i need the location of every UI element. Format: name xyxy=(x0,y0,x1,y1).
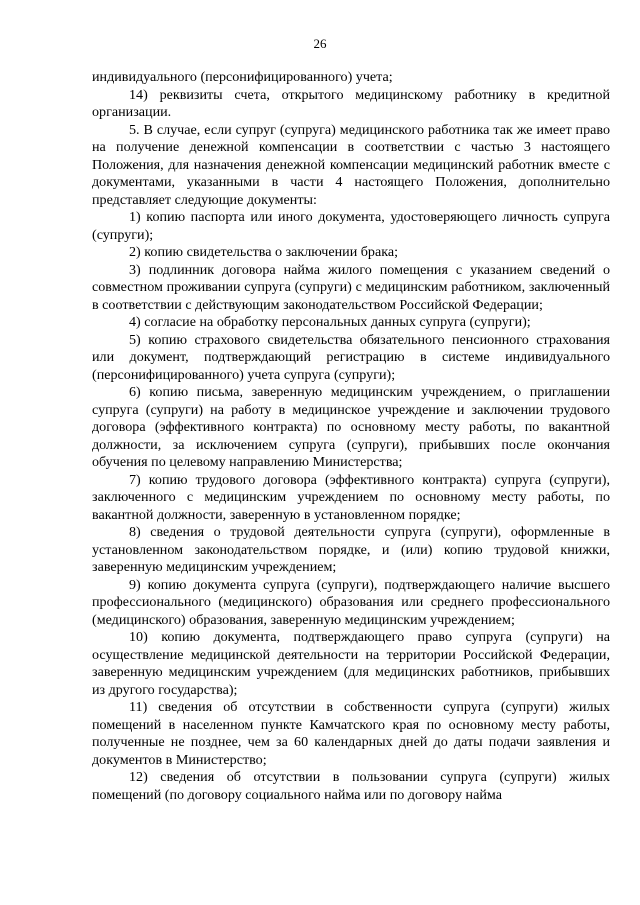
list-item-10: 10) копию документа, подтверждающего право супруга (супруги) на осуществление медицинской деятельности на территории Российской Федерации, заверенную медицинским учреждением (для медицинских работников, прибывших из другого государства); xyxy=(92,629,610,698)
list-item-14: 14) реквизиты счета, открытого медицинскому работнику в кредитной организации. xyxy=(92,86,610,120)
list-item-5: 5) копию страхового свидетельства обязательного пенсионного страхования или документ, подтверждающий регистрацию в системе индивидуального (персонифицированного) учета супруга (супруги); xyxy=(92,331,610,383)
clause-5: 5. В случае, если супруг (супруга) медицинского работника так же имеет право на получение денежной компенсации в соответствии с частью 3 настоящего Положения, для назначения денежной компенсации медицинский работник вместе с документами, указанными в части 4 настоящего Положения, дополнительно представляет следующие документы: xyxy=(92,121,610,208)
paragraph-continuation: индивидуального (персонифицированного) учета; xyxy=(92,69,393,85)
list-item-4: 4) согласие на обработку персональных данных супруга (супруги); xyxy=(129,314,531,330)
list-item-7: 7) копию трудового договора (эффективного контракта) супруга (супруги), заключенного с медицинским учреждением по основному месту работы, по вакантной должности, заверенную в установленном порядке; xyxy=(92,471,610,523)
list-item-2: 2) копию свидетельства о заключении брака; xyxy=(129,244,399,260)
list-item-6: 6) копию письма, заверенную медицинским учреждением, о приглашении супруга (супруги) на работу в медицинское учреждение и заключении трудового договора (эффективного контракта) по основному месту работы, по вакантной должности, за исключением супруга (супруги), прибывших после окончания обучения по целевому направлению Министерства; xyxy=(92,384,610,470)
list-item-12: 12) сведения об отсутствии в пользовании супруга (супруги) жилых помещений (по договору социального найма или по договору найма xyxy=(92,769,610,803)
body-text xyxy=(92,69,610,804)
list-item-9: 9) копию документа супруга (супруги), подтверждающего наличие высшего профессионального (медицинского) образования или среднего профессионального (медицинского) образования, заверенную медицинским учреждением; xyxy=(92,576,610,628)
page-number: 26 xyxy=(313,36,327,51)
list-item-1: 1) копию паспорта или иного документа, удостоверяющего личность супруга (супруги); xyxy=(92,209,610,243)
list-item-11: 11) сведения об отсутствии в собственности супруга (супруги) жилых помещений в населенном пункте Камчатского края по основному месту работы, полученные не позднее, чем за 60 календарных дней до даты подачи заявления и документов в Министерство; xyxy=(92,699,610,768)
list-item-3: 3) подлинник договора найма жилого помещения с указанием сведений о совместном проживании супруга (супруги) с медицинским работником, заключенный в соответствии с действующим законодательством Российской Федерации; xyxy=(92,261,610,313)
list-item-8: 8) сведения о трудовой деятельности супруга (супруги), оформленные в установленном законодательством порядке, и (или) копию трудовой книжки, заверенную медицинским учреждением; xyxy=(92,524,610,575)
